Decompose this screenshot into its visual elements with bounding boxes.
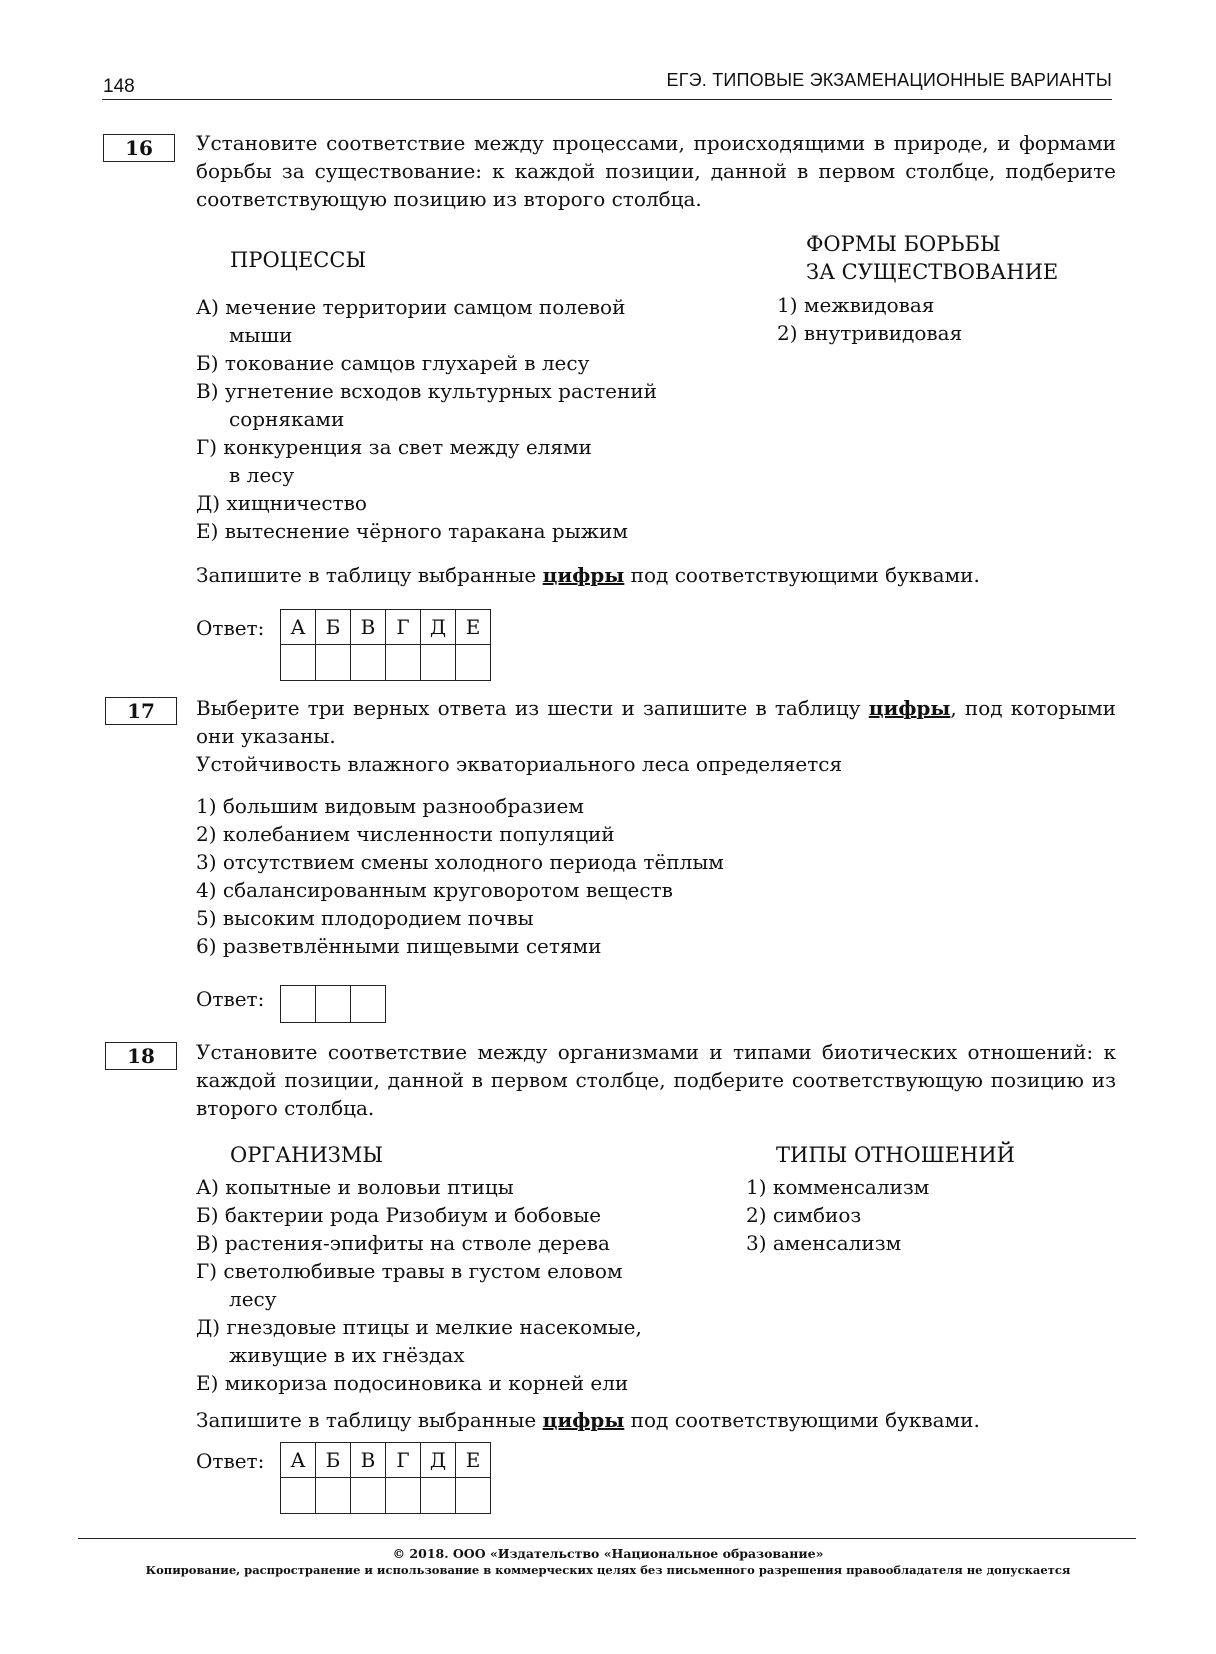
- answer-cell-d[interactable]: [421, 645, 456, 681]
- task-17-prompt: Выберите три верных ответа из шести и запишите в таблицу цифры, под которыми они указаны.: [196, 696, 1117, 748]
- task-16-item-g: Г) конкуренция за свет между елями в лесу: [196, 435, 592, 487]
- answer-letter-g: Г: [386, 610, 421, 645]
- answer-cell-e[interactable]: [456, 1478, 491, 1514]
- task-18-answer-table: [280, 1442, 491, 1514]
- task-18-prompt: Установите соответствие между организмами и типами биотических отношений: к каждой позиции, данной в первом столбце, подберите соответствующую позицию из второго столбца.: [196, 1040, 1116, 1120]
- answer-cell-v[interactable]: [351, 1478, 386, 1514]
- answer-cell-g[interactable]: [386, 645, 421, 681]
- answer-letter-g: Г: [386, 1443, 421, 1478]
- task-18-answer-label: Ответ:: [196, 1449, 265, 1473]
- task-18-instruction: Запишите в таблицу выбранные цифры под соответствующими буквами.: [196, 1408, 980, 1432]
- answer-letter-v: В: [351, 610, 386, 645]
- task-16-item-b: Б) токование самцов глухарей в лесу: [196, 351, 590, 375]
- task-18-item-e: Е) микориза подосиновика и корней ели: [196, 1371, 629, 1395]
- task-16-item-e: Е) вытеснение чёрного таракана рыжим: [196, 519, 628, 543]
- task-17-number: 17: [105, 697, 177, 725]
- task-17-option-2: 2) колебанием численности популяций: [196, 822, 615, 846]
- answer-cell-2[interactable]: [316, 986, 351, 1023]
- answer-cell-d[interactable]: [421, 1478, 456, 1514]
- answer-letter-v: В: [351, 1443, 386, 1478]
- task-17-option-3: 3) отсутствием смены холодного периода тёплым: [196, 850, 724, 874]
- task-18-left-header: ОРГАНИЗМЫ: [230, 1143, 384, 1167]
- footer-notice: Копирование, распространение и использование в коммерческих целях без письменного разрешения правообладателя не допускается: [145, 1563, 1071, 1577]
- answer-letter-b: Б: [316, 1443, 351, 1478]
- task-18-option-1: 1) комменсализм: [746, 1175, 930, 1199]
- task-16-item-d: Д) хищничество: [196, 491, 367, 515]
- answer-letter-e: Е: [456, 610, 491, 645]
- task-16-number: 16: [103, 134, 175, 162]
- task-18-option-3: 3) аменсализм: [746, 1231, 902, 1255]
- task-16-item-v: В) угнетение всходов культурных растений сорняками: [196, 379, 657, 431]
- page-number: 148: [103, 76, 135, 97]
- answer-cell-g[interactable]: [386, 1478, 421, 1514]
- task-16-answer-table: [280, 609, 491, 681]
- task-18-item-d: Д) гнездовые птицы и мелкие насекомые, живущие в их гнёздах: [196, 1315, 642, 1367]
- task-16-option-2: 2) внутривидовая: [777, 321, 963, 345]
- task-17-option-1: 1) большим видовым разнообразием: [196, 794, 584, 818]
- task-16-answer-label: Ответ:: [196, 616, 265, 640]
- task-18-item-a: А) копытные и воловьи птицы: [196, 1175, 514, 1199]
- task-16-option-1: 1) межвидовая: [777, 293, 935, 317]
- footer-copyright: © 2018. ООО «Издательство «Национальное образование»: [392, 1546, 824, 1561]
- answer-letter-a: А: [281, 1443, 316, 1478]
- task-16-left-header: ПРОЦЕССЫ: [230, 248, 367, 272]
- answer-letter-d: Д: [421, 610, 456, 645]
- running-title: ЕГЭ. ТИПОВЫЕ ЭКЗАМЕНАЦИОННЫЕ ВАРИАНТЫ: [666, 70, 1112, 90]
- answer-letter-a: А: [281, 610, 316, 645]
- task-18-option-2: 2) симбиоз: [746, 1203, 862, 1227]
- task-17-option-5: 5) высоким плодородием почвы: [196, 906, 534, 930]
- task-16-instruction: Запишите в таблицу выбранные цифры под соответствующими буквами.: [196, 563, 980, 587]
- answer-cell-a[interactable]: [281, 645, 316, 681]
- task-18-number: 18: [105, 1042, 177, 1070]
- answer-cell-3[interactable]: [351, 986, 386, 1023]
- header-rule: [102, 99, 1112, 100]
- task-17-option-4: 4) сбалансированным круговоротом веществ: [196, 878, 673, 902]
- task-17-answer-label: Ответ:: [196, 987, 265, 1011]
- task-16-prompt: Установите соответствие между процессами, происходящими в природе, и формами борьбы за существование: к каждой позиции, данной в первом столбце, подберите соответствующую позицию из второго столбца.: [196, 131, 1116, 211]
- answer-letter-d: Д: [421, 1443, 456, 1478]
- answer-cell-v[interactable]: [351, 645, 386, 681]
- task-16-right-header-1: ФОРМЫ БОРЬБЫ: [806, 232, 1001, 256]
- task-18-right-header: ТИПЫ ОТНОШЕНИЙ: [776, 1143, 1015, 1167]
- answer-letter-b: Б: [316, 610, 351, 645]
- task-17-answer-table: [280, 985, 386, 1023]
- task-18-item-v: В) растения-эпифиты на стволе дерева: [196, 1231, 610, 1255]
- task-16-right-header-2: ЗА СУЩЕСТВОВАНИЕ: [806, 260, 1059, 284]
- answer-cell-1[interactable]: [281, 986, 316, 1023]
- answer-cell-e[interactable]: [456, 645, 491, 681]
- task-16-item-a: А) мечение территории самцом полевой мыши: [196, 295, 626, 347]
- task-17-question: Устойчивость влажного экваториального леса определяется: [196, 752, 843, 776]
- answer-cell-a[interactable]: [281, 1478, 316, 1514]
- answer-cell-b[interactable]: [316, 1478, 351, 1514]
- footer-rule: [78, 1538, 1136, 1539]
- answer-letter-e: Е: [456, 1443, 491, 1478]
- answer-cell-b[interactable]: [316, 645, 351, 681]
- task-17-option-6: 6) разветвлёнными пищевыми сетями: [196, 934, 602, 958]
- task-18-item-b: Б) бактерии рода Ризобиум и бобовые: [196, 1203, 602, 1227]
- task-18-item-g: Г) светолюбивые травы в густом еловом лесу: [196, 1259, 623, 1311]
